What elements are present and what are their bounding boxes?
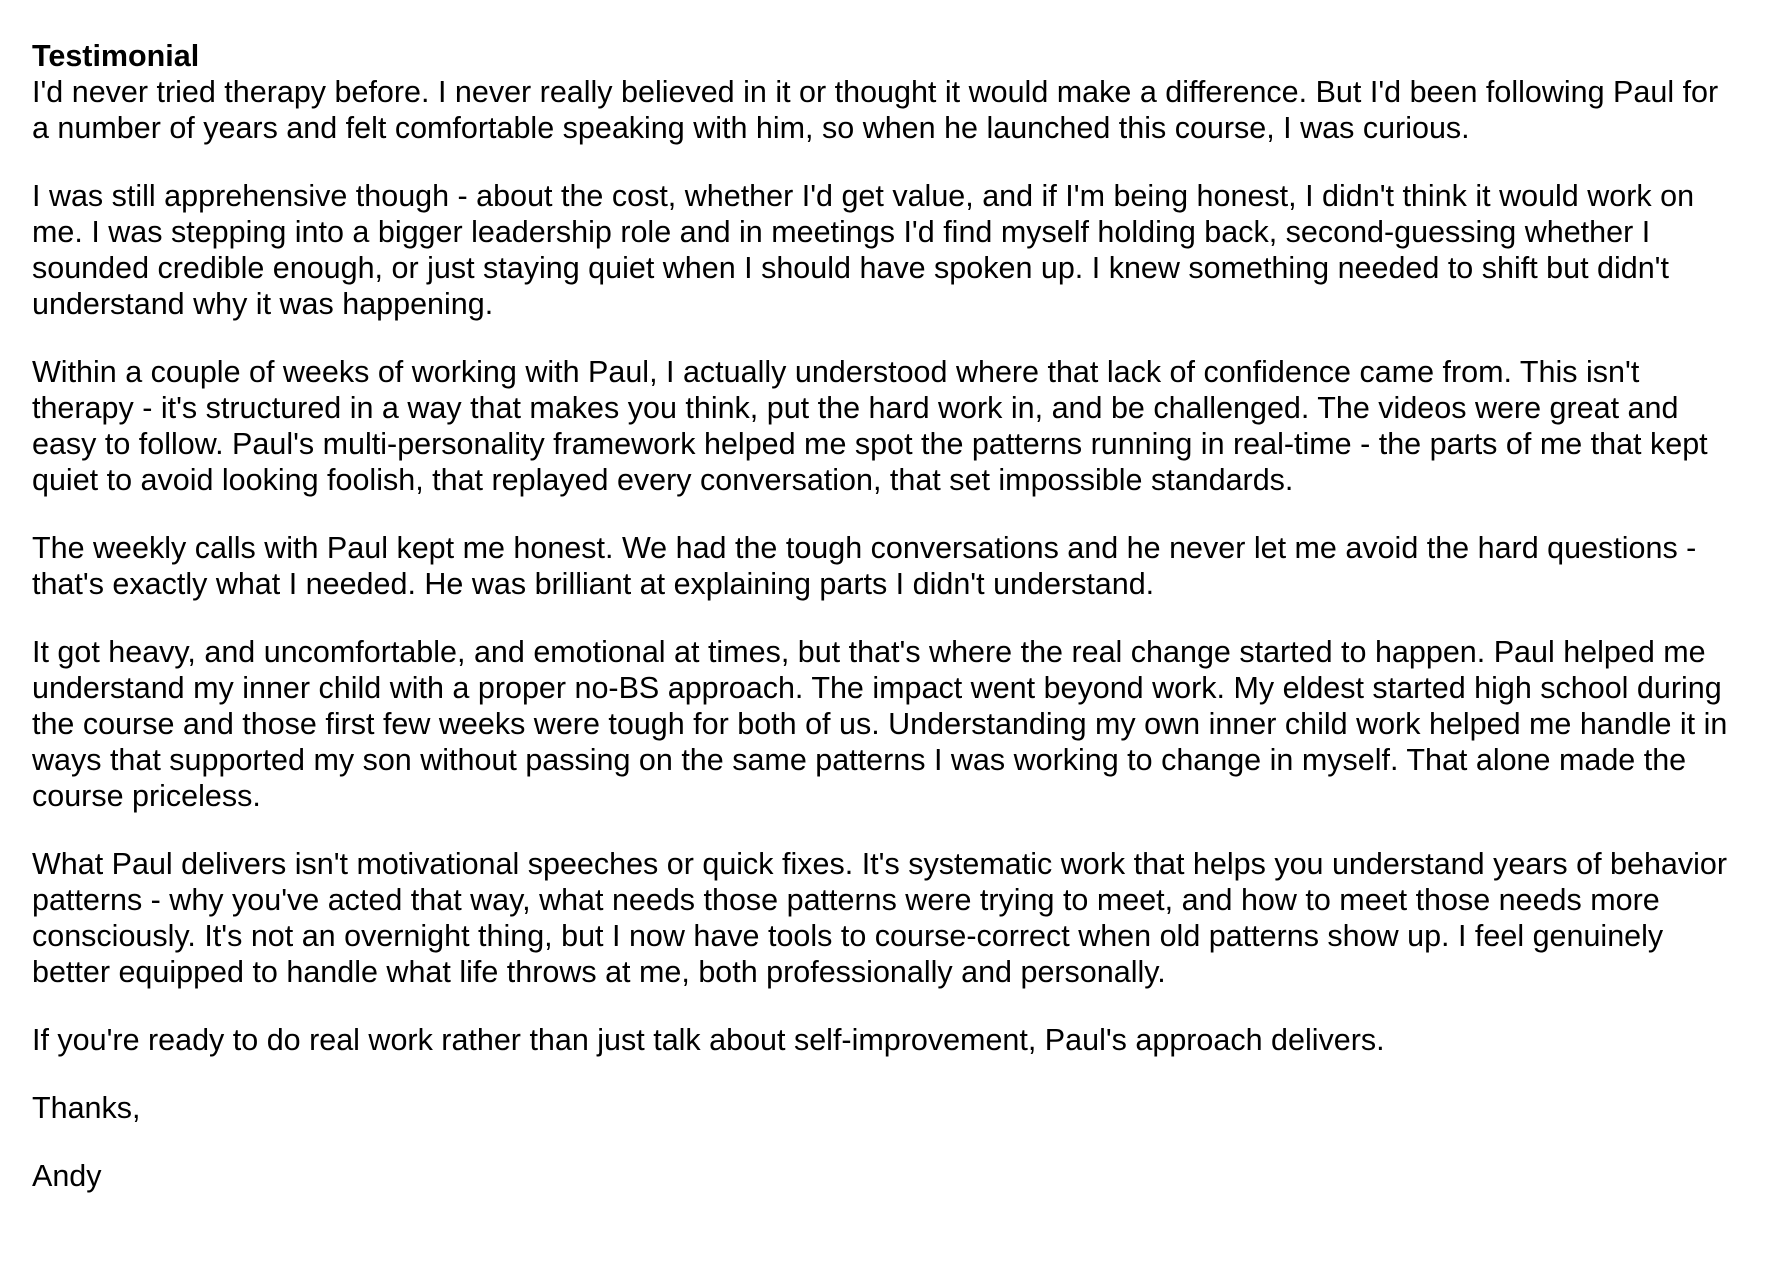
paragraph-apprehension: I was still apprehensive though - about the cost, whether I'd get value, and if I'm being honest, I didn't think it would work on me. I was stepping into a bigger leadership role and in meetings I'd find myself holding back, second-guessing whether I sounded credible enough, or just staying quiet when I should have spoken up. I knew something needed to shift but didn't understand why it was happening. (32, 179, 1695, 321)
paragraph-systematic-work: What Paul delivers isn't motivational speeches or quick fixes. It's systematic work that helps you understand years of behavior patterns - why you've acted that way, what needs those patterns were trying to meet, and how to meet those needs more consciously. It's not an overnight thing, but I now have tools to course-correct when old patterns show up. I feel genuinely better equipped to handle what life throws at me, both professionally and personally. (32, 847, 1728, 989)
paragraph-inner-child: It got heavy, and uncomfortable, and emotional at times, but that's where the real change started to happen. Paul helped me understand my inner child with a proper no-BS approach. The impact went beyond work. My eldest started high school during the course and those first few weeks were tough for both of us. Understanding my own inner child work helped me handle it in ways that supported my son without passing on the same patterns I was working to change in myself. That alone made the course priceless. (32, 635, 1728, 813)
document-title: Testimonial (32, 39, 200, 73)
paragraph-recommendation: If you're ready to do real work rather than just talk about self-improvement, Paul's approach delivers. (32, 1023, 1385, 1057)
paragraph-framework: Within a couple of weeks of working with Paul, I actually understood where that lack of confidence came from. This isn't therapy - it's structured in a way that makes you think, put the hard work in, and be challenged. The videos were great and easy to follow. Paul's multi-personality framework helped me spot the patterns running in real-time - the parts of me that kept quiet to avoid looking foolish, that replayed every conversation, that set impossible standards. (32, 355, 1708, 497)
author-name: Andy (32, 1159, 102, 1193)
paragraph-intro: I'd never tried therapy before. I never really believed in it or thought it would make a difference. But I'd been following Paul for a number of years and felt comfortable speaking with him, so when he launched this course, I was curious. (32, 75, 1719, 145)
sign-off: Thanks, (32, 1091, 141, 1125)
paragraph-weekly-calls: The weekly calls with Paul kept me honest. We had the tough conversations and he never let me avoid the hard questions - that's exactly what I needed. He was brilliant at explaining parts I didn't understand. (32, 531, 1697, 601)
